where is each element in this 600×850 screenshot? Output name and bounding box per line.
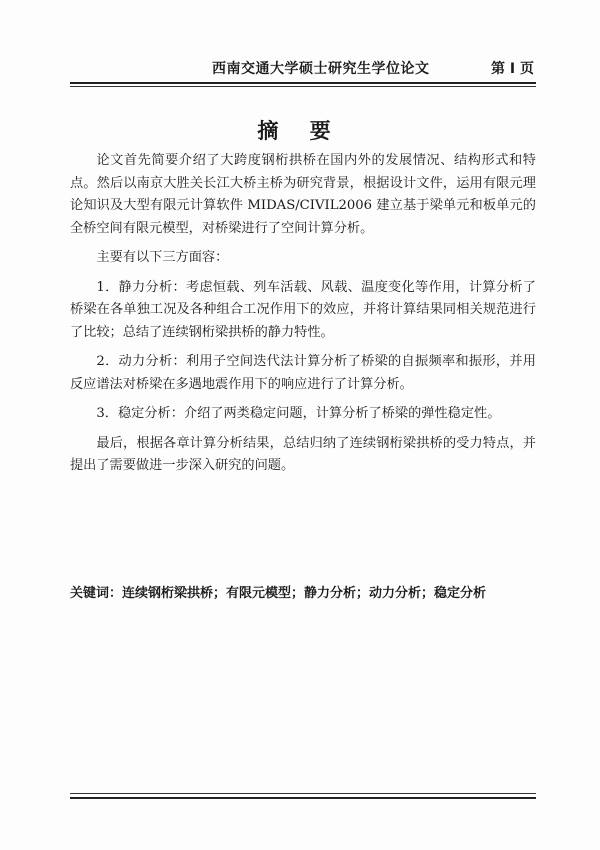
header-rule-thin bbox=[70, 86, 536, 87]
header-page-number: 第 I 页 bbox=[491, 61, 534, 77]
abstract-paragraph: 2．动力分析：利用子空间迭代法计算分析了桥梁的自振频率和振形，并用反应谱法对桥梁在多遇地震作用下的响应进行了计算分析。 bbox=[70, 354, 536, 392]
abstract-paragraph: 3．稳定分析：介绍了两类稳定问题，计算分析了桥梁的弹性稳定性。 bbox=[96, 406, 501, 421]
keywords-line: 关键词：连续钢桁梁拱桥；有限元模型；静力分析；动力分析；稳定分析 bbox=[70, 586, 487, 601]
abstract-title: 摘 要 bbox=[257, 119, 343, 143]
footer-rule-thick bbox=[70, 797, 536, 799]
header-title: 西南交通大学硕士研究生学位论文 bbox=[212, 61, 430, 77]
header-rule-thick bbox=[70, 82, 536, 84]
abstract-paragraph: 最后，根据各章计算分析结果，总结归纳了连续钢桁梁拱桥的受力特点，并提出了需要做进一步深入研究的问题。 bbox=[70, 435, 536, 473]
abstract-paragraph: 论文首先简要介绍了大跨度钢桁拱桥在国内外的发展情况、结构形式和特点。然后以南京大胜关长江大桥主桥为研究背景，根据设计文件，运用有限元理论知识及大型有限元计算软件 MIDAS/CIVIL2006 建立基于梁单元和板单元的全桥空间有限元模型，对桥梁进行了空间计算分析。 bbox=[70, 153, 536, 236]
abstract-paragraph: 1．静力分析：考虑恒载、列车活载、风载、温度变化等作用，计算分析了桥梁在各单独工况及各种组合工况作用下的效应，并将计算结果同相关规范进行了比较；总结了连续钢桁梁拱桥的静力特性。 bbox=[70, 279, 536, 340]
footer-rule-thin bbox=[70, 793, 536, 794]
abstract-body bbox=[70, 150, 536, 485]
running-header bbox=[70, 58, 536, 80]
abstract-paragraph: 主要有以下三方面容： bbox=[96, 250, 229, 265]
